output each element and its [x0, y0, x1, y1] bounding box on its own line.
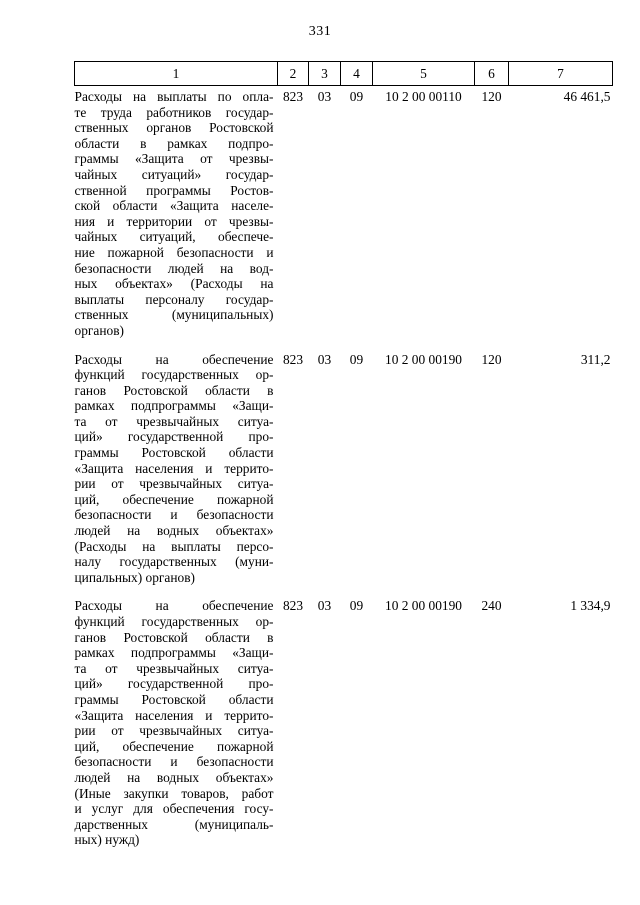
- description-line: ской области «Защита населе-: [74, 198, 274, 214]
- description-line: ных) нужд): [74, 832, 140, 848]
- description-line: безопасности и безопасности: [74, 754, 274, 770]
- description-line: граммы Ростовской области: [74, 445, 274, 461]
- description-line: налу государственных (муни-: [74, 554, 274, 570]
- description-line: та от чрезвычайных ситуа-: [74, 660, 274, 676]
- expense-type-code: 120: [481, 89, 502, 104]
- description-line: ций, обеспечение пожарной: [74, 738, 274, 754]
- description-line: безопасности и безопасности: [74, 507, 274, 523]
- expense-type-code: 240: [481, 598, 502, 614]
- description-line: Расходы на обеспечение: [74, 351, 274, 367]
- amount: 311,2: [580, 351, 611, 367]
- description-line: области в рамках подпро-: [74, 135, 274, 151]
- header-col-7: 7: [509, 62, 613, 86]
- row-description: [75, 595, 278, 858]
- description-line: функций государственных ор-: [74, 614, 274, 629]
- description-line: и услуг для обеспечения госу-: [74, 801, 274, 817]
- description-line: Расходы на выплаты по опла-: [74, 89, 274, 104]
- header-row: [75, 62, 613, 86]
- description-line: граммы Ростовской области: [74, 691, 274, 707]
- description-line: «Защита населения и террито-: [74, 460, 274, 476]
- ministry-code: 823: [282, 598, 304, 614]
- description-line: ние пожарной безопасности и: [74, 244, 274, 260]
- subsection-code: 09: [349, 598, 364, 614]
- page-number: 331: [308, 24, 332, 39]
- header-col-4: 4: [341, 62, 373, 86]
- subsection-code: 09: [349, 351, 364, 367]
- row-description: [75, 349, 278, 596]
- section-code: 03: [317, 351, 332, 367]
- amount: 46 461,5: [563, 89, 611, 104]
- row-description: [75, 86, 278, 349]
- expense-type-code: 120: [481, 351, 502, 367]
- section-code: 03: [317, 89, 332, 104]
- ministry-code: 823: [282, 351, 304, 367]
- description-line: ственных (муниципальных): [74, 307, 274, 323]
- description-line: рии от чрезвычайных ситуа-: [74, 476, 274, 492]
- description-line: ния и территории от чрезвы-: [74, 213, 274, 229]
- description-line: рамках подпрограммы «Защи-: [74, 398, 274, 414]
- ministry-code: 823: [282, 89, 304, 104]
- description-line: органов): [74, 322, 124, 338]
- description-line: (Расходы на выплаты персо-: [74, 538, 274, 554]
- target-article-code: 10 2 00 00190: [385, 598, 462, 614]
- subsection-code: 09: [349, 89, 364, 104]
- description-line: ственной программы Ростов-: [74, 182, 274, 198]
- table-row: [75, 86, 613, 349]
- description-line: безопасности людей на вод-: [74, 260, 274, 276]
- description-line: ганов Ростовской области в: [74, 382, 274, 398]
- description-line: ганов Ростовской области в: [74, 629, 274, 645]
- header-col-3: 3: [309, 62, 341, 86]
- description-line: ных объектах» (Расходы на: [74, 276, 274, 292]
- description-line: выплаты персоналу государ-: [74, 291, 274, 307]
- section-code: 03: [317, 598, 332, 614]
- header-col-6: 6: [475, 62, 509, 86]
- description-line: ций» государственной про-: [74, 676, 274, 692]
- description-line: та от чрезвычайных ситуа-: [74, 413, 274, 429]
- header-col-2: 2: [278, 62, 309, 86]
- table-row: [75, 595, 613, 858]
- description-line: ственных органов Ростовской: [74, 120, 274, 136]
- description-line: чайных ситуаций, обеспече-: [74, 229, 274, 245]
- description-line: ципальных) органов): [74, 569, 195, 585]
- description-line: чайных ситуаций» государ-: [74, 166, 274, 182]
- description-line: «Защита населения и террито-: [74, 707, 274, 723]
- header-col-1: 1: [75, 62, 278, 86]
- target-article-code: 10 2 00 00110: [385, 89, 462, 104]
- description-line: ций, обеспечение пожарной: [74, 491, 274, 507]
- table-row: [75, 349, 613, 596]
- description-line: функций государственных ор-: [74, 367, 274, 383]
- description-line: те труда работников государ-: [74, 104, 274, 120]
- description-line: (Иные закупки товаров, работ: [74, 785, 274, 801]
- description-line: рии от чрезвычайных ситуа-: [74, 723, 274, 739]
- amount: 1 334,9: [570, 598, 611, 614]
- description-line: рамках подпрограммы «Защи-: [74, 645, 274, 661]
- description-line: ций» государственной про-: [74, 429, 274, 445]
- description-line: дарственных (муниципаль-: [74, 816, 274, 832]
- target-article-code: 10 2 00 00190: [385, 351, 462, 367]
- header-col-5: 5: [373, 62, 475, 86]
- description-line: людей на водных объектах»: [74, 523, 274, 539]
- budget-table: [74, 61, 613, 858]
- description-line: людей на водных объектах»: [74, 769, 274, 785]
- description-line: граммы «Защита от чрезвы-: [74, 151, 274, 167]
- description-line: Расходы на обеспечение: [74, 598, 274, 614]
